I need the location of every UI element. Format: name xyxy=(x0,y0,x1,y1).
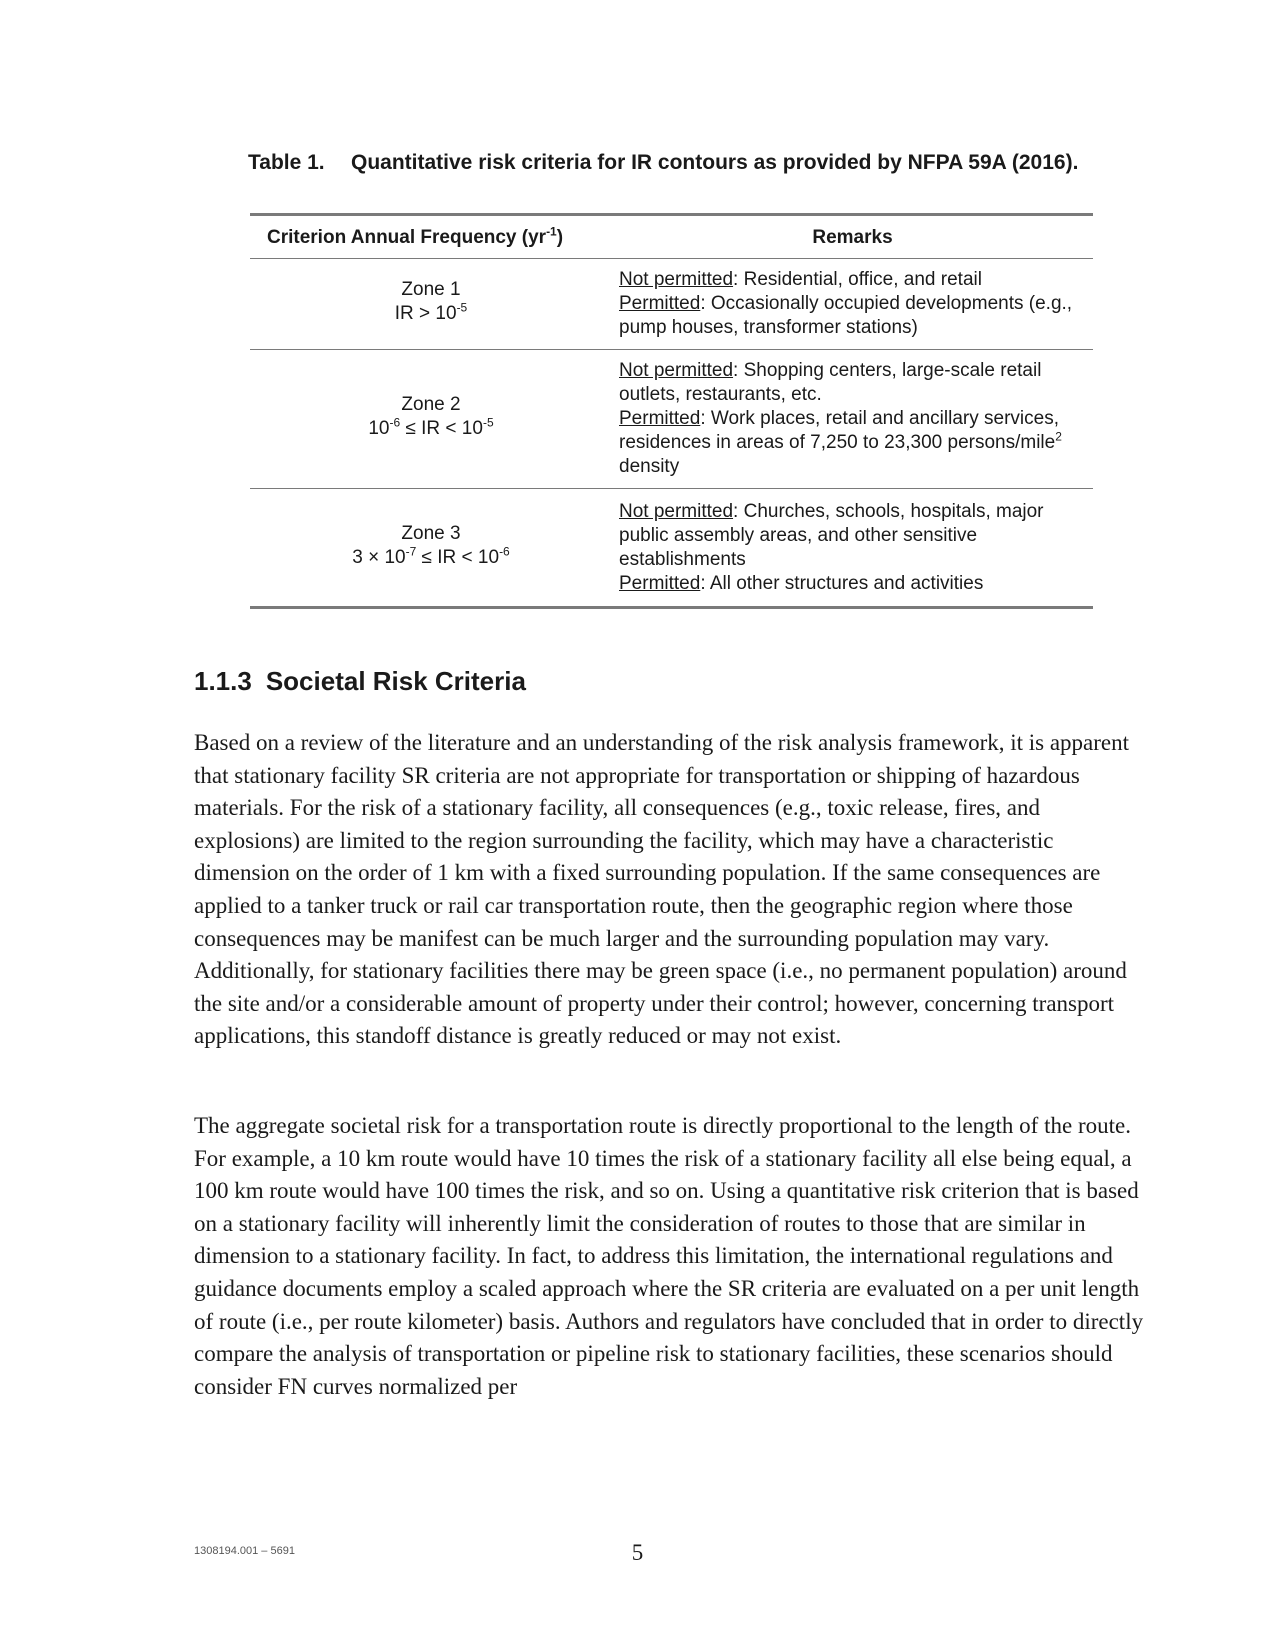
zone-name: Zone 2 xyxy=(401,394,461,415)
not-permitted-remark: Not permitted: Shopping centers, large-scale retail outlets, restaurants, etc. xyxy=(619,360,1042,405)
zone-criterion: $3 \times 10^{-7}$ ≤ IR < $10^{-6}$ xyxy=(352,544,510,568)
header-remarks: Remarks xyxy=(812,227,893,248)
table-row xyxy=(250,259,1093,350)
zone-name: Zone 3 xyxy=(401,522,461,544)
section-heading xyxy=(194,666,526,697)
permitted-remark: Permitted: Occasionally occupied developments (e.g., pump houses, transformer stations) xyxy=(619,293,1073,338)
zone-cell xyxy=(250,350,612,489)
zone-cell xyxy=(250,489,612,608)
document-code: 1308194.001 – 5691 xyxy=(194,1545,295,1557)
zone-criterion: $10^{-6}$ ≤ IR < $10^{-5}$ xyxy=(368,415,494,439)
zone-cell xyxy=(250,259,612,350)
permitted-remark: Permitted: Work places, retail and ancillary services, residences in areas of 7,250 to 23,300 persons/mile$^2$ density xyxy=(619,408,1062,477)
permitted-remark: Permitted: All other structures and activities xyxy=(619,572,984,594)
zone-name: Zone 1 xyxy=(401,279,461,300)
table-caption-title: Quantitative risk criteria for IR contours as provided by NFPA 59A (2016). xyxy=(351,151,1079,174)
remarks-cell xyxy=(612,489,1093,608)
table-header-row xyxy=(250,215,1093,259)
remarks-cell xyxy=(612,259,1093,350)
body-paragraph: Based on a review of the literature and an understanding of the risk analysis framework, it is apparent that stationary facility SR criteria are not appropriate for transportation or shipping of hazardous materials. For the risk of a stationary facility, all consequences (e.g., toxic release, fires, and explosions) are limited to the region surrounding the facility, which may have a characteristic dimension on the order of 1 km with a fixed surrounding population. If the same consequences are applied to a tanker truck or rail car transportation route, then the geographic region where those consequences may be manifest can be much larger and the surrounding population may vary. Additionally, for stationary facilities there may be green space (i.e., no permanent population) around the site and/or a considerable amount of property under their control; however, concerning transport applications, this standoff distance is greatly reduced or may not exist. xyxy=(194,730,1130,1049)
section-number: 1.1.3 xyxy=(194,666,252,696)
table-caption-number: Table 1. xyxy=(248,151,325,174)
not-permitted-remark: Not permitted: Residential, office, and retail xyxy=(619,269,982,290)
zone-criterion: IR > $10^{-5}$ xyxy=(394,300,468,324)
table-row xyxy=(250,489,1093,608)
header-criterion-frequency: Criterion Annual Frequency $(yr^{-1})$ xyxy=(267,224,564,248)
risk-criteria-table xyxy=(250,213,1093,609)
table-row xyxy=(250,350,1093,489)
page-number: 5 xyxy=(631,1540,644,1565)
section-title: Societal Risk Criteria xyxy=(265,666,526,696)
body-paragraph: The aggregate societal risk for a transportation route is directly proportional to the length of the route. For example, a 10 km route would have 10 times the risk of a stationary facility all else being equal, a 100 km route would have 100 times the risk, and so on. Using a quantitative risk criterion that is based on a stationary facility will inherently limit the consideration of routes to those that are similar in dimension to a stationary facility. In fact, to address this limitation, the international regulations and guidance documents employ a scaled approach where the SR criteria are evaluated on a per unit length of route (i.e., per route kilometer) basis. Authors and regulators have concluded that in order to directly compare the analysis of transportation or pipeline risk to stationary facilities, these scenarios should consider FN curves normalized per xyxy=(194,1113,1144,1399)
remarks-cell xyxy=(612,350,1093,489)
not-permitted-remark: Not permitted: Churches, schools, hospitals, major public assembly areas, and other sensitive establishments xyxy=(619,500,1044,570)
